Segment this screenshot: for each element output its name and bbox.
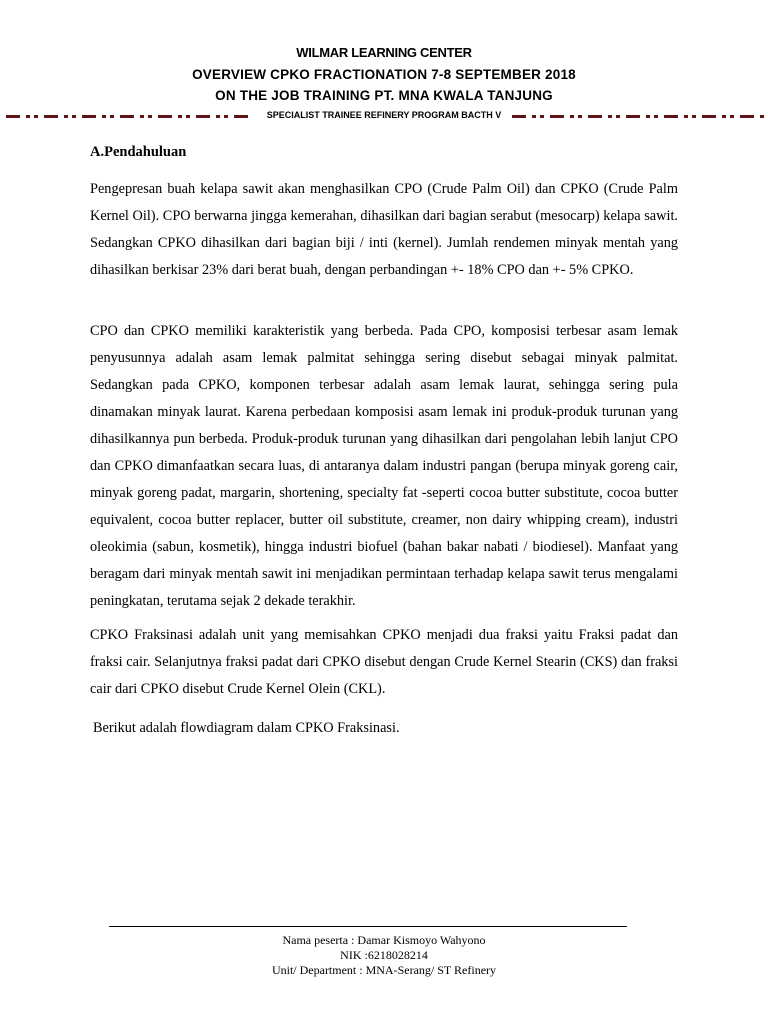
header-program: SPECIALIST TRAINEE REFINERY PROGRAM BACTH V — [266, 110, 502, 120]
footer-participant-name: Nama peserta : Damar Kismoyo Wahyono — [282, 933, 486, 947]
header-org: WILMAR LEARNING CENTER — [296, 45, 472, 60]
section-title: A.Pendahuluan — [90, 144, 187, 160]
header-title: OVERVIEW CPKO FRACTIONATION 7-8 SEPTEMBER 2018 — [192, 67, 576, 82]
footer-unit: Unit/ Department : MNA-Serang/ ST Refinery — [271, 963, 497, 977]
paragraph-flowdiagram-intro: Berikut adalah flowdiagram dalam CPKO Fraksinasi. — [93, 720, 400, 736]
header-subtitle: ON THE JOB TRAINING PT. MNA KWALA TANJUNG — [215, 88, 553, 103]
header-divider-right — [512, 115, 764, 118]
paragraph-fractionation: CPKO Fraksinasi adalah unit yang memisahkan CPKO menjadi dua fraksi yaitu Fraksi padat dan fraksi cair. Selanjutnya fraksi padat dari CPKO disebut dengan Crude Kernel Stearin (CKS) dan fraksi cair dari CPKO disebut Crude Kernel Olein (CKL). — [90, 627, 678, 697]
paragraph-intro: Pengepresan buah kelapa sawit akan menghasilkan CPO (Crude Palm Oil) dan CPKO (Crude Palm Kernel Oil). CPO berwarna jingga kemerahan, dihasilkan dari bagian serabut (mesocarp) kelapa sawit. Sedangkan CPKO dihasilkan dari bagian biji / inti (kernel). Jumlah rendemen minyak mentah yang dihasilkan berkisar 23% dari berat buah, dengan perbandingan +- 18% CPO dan +- 5% CPKO. — [90, 181, 678, 278]
footer-nik: NIK :6218028214 — [340, 948, 428, 962]
paragraph-characteristics: CPO dan CPKO memiliki karakteristik yang berbeda. Pada CPO, komposisi terbesar asam lemak penyusunnya adalah asam lemak palmitat sehingga sering disebut sebagai minyak palmitat. Sedangkan pada CPKO, komponen terbesar adalah asam lemak laurat, sehingga sering pula dinamakan minyak laurat. Karena perbedaan komposisi asam lemak ini produk-produk turunan yang dihasilkannya pun berbeda. Produk-produk turunan yang dihasilkan dari pengolahan lebih lanjut CPO dan CPKO dimanfaatkan secara luas, di antaranya dalam industri pangan (berupa minyak goreng cair, minyak goreng padat, margarin, shortening, specialty fat -seperti cocoa butter substitute, cocoa butter equivalent, cocoa butter replacer, butter oil substitute, creamer, non dairy whipping cream), industri oleokimia (sabun, kosmetik), hingga industri biofuel (bahan bakar nabati / biodiesel). Manfaat yang beragam dari minyak mentah sawit ini menjadikan permintaan terhadap kelapa sawit terus mengalami peningkatan, terutama sejak 2 dekade terakhir. — [90, 323, 678, 609]
footer-divider — [109, 926, 627, 927]
